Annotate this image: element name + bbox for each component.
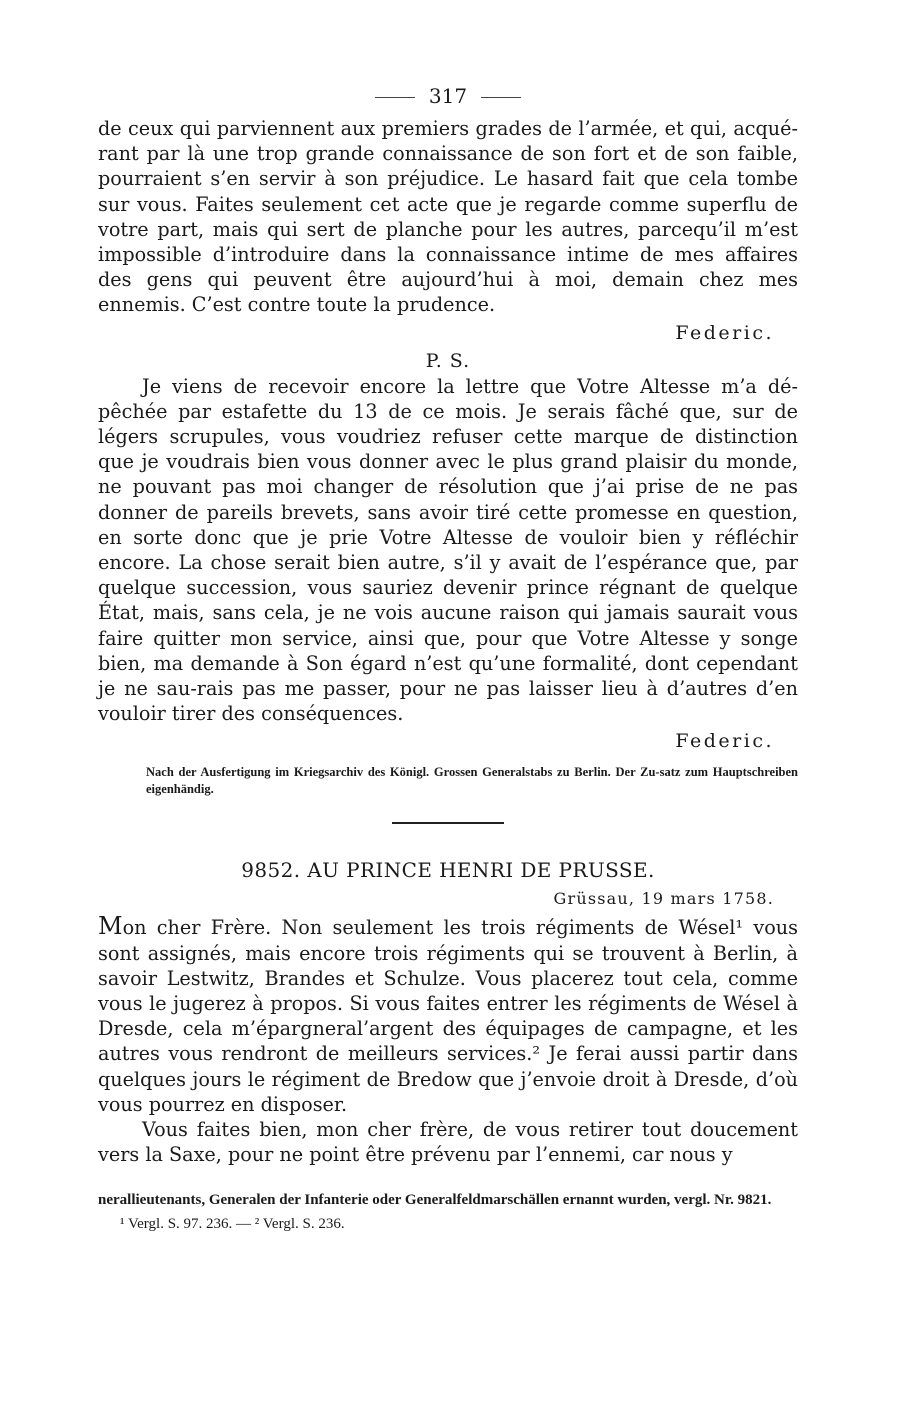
signature: Federic. <box>675 730 774 753</box>
page-number: 317 <box>428 84 468 108</box>
place-date: Grüssau, 19 mars 1758. <box>553 889 774 909</box>
letter-paragraph: de ceux qui parviennent aux premiers grades de l’armée, et qui, acqué-rant par là une trop grande connaissance de son fort et de son faible, pourraient s’en servir à son préjudice. Le hasard fait que cela tombe sur vous. Faites seulement cet acte que je regarde comme superflu de votre part, mais qui sert de planche pour les autres, parcequ’il m’est impossible d’introduire dans la connaissance intime de mes affaires des gens qui peuvent être aujourd’hui à moi, demain chez mes ennemis. C’est contre toute la prudence. <box>98 117 798 317</box>
footnote-continuation: nerallieutenants, Generalen der Infanterie oder Generalfeldmarschällen ernannt wurden, vergl. Nr. 9821. <box>98 1191 772 1208</box>
letter-paragraph-text: on cher Frère. Non seulement les trois régiments de Wésel¹ vous sont assignés, mais encore trois régiments qui se trouvent à Berlin, à savoir Lestwitz, Brandes et Schulze. Vous placerez tout cela, comme vous le jugerez à propos. Si vous faites entrer les régiments de Wésel à Dresde, cela m’épargneral’argent des équipages de campagne, et les autres vous rendront de meilleurs services.² Je ferai aussi partir dans quelques jours le régiment de Bredow que j’envoie droit à Dresde, d’où vous pourrez en disposer. <box>98 916 798 1116</box>
page <box>98 84 798 1235</box>
signature: Federic. <box>675 321 774 344</box>
source-note: Nach der Ausfertigung im Kriegsarchiv des Königl. Grossen Generalstabs zu Berlin. Der Zu-satz zum Hauptschreiben eigenhändig. <box>146 765 798 797</box>
footnote-references: ¹ Vergl. S. 97. 236. — ² Vergl. S. 236. <box>120 1215 345 1232</box>
letter-paragraph <box>98 914 798 1117</box>
header-rule-left <box>375 97 415 98</box>
section-divider <box>392 822 504 824</box>
letter-paragraph: Vous faites bien, mon cher frère, de vous retirer tout doucement vers la Saxe, pour ne point être prévenu par l’ennemi, car nous y <box>98 1118 798 1167</box>
postscript-paragraph: Je viens de recevoir encore la lettre que Votre Altesse m’a dé-pêchée par estafette du 13 de ce mois. Je serais fâché que, sur de légers scrupules, vous voudriez refuser cette marque de distinction que je voudrais bien vous donner avec le plus grand plaisir du monde, ne pouvant pas moi changer de résolution que j’ai prise de ne pas donner de pareils brevets, sans avoir tiré cette promesse en question, en sorte donc que je prie Votre Altesse de vouloir bien y réfléchir encore. La chose serait bien autre, s’il y avait de l’espérance que, par quelque succession, vous sauriez devenir prince régnant de quelque État, mais, sans cela, je ne vois aucune raison qui jamais saurait vous faire quitter mon service, ainsi que, pour que Votre Altesse y songe bien, ma demande à Son égard n’est qu’une formalité, dont cependant je ne sau-rais pas me passer, pour ne pas laisser lieu à d’autres d’en vouloir tirer des conséquences. <box>98 374 798 726</box>
postscript-label: P. S. <box>425 349 471 372</box>
initial-letter: M <box>98 912 123 941</box>
header-rule-right <box>481 97 521 98</box>
document-title: 9852. AU PRINCE HENRI DE PRUSSE. <box>241 858 655 883</box>
page-header <box>98 84 798 108</box>
